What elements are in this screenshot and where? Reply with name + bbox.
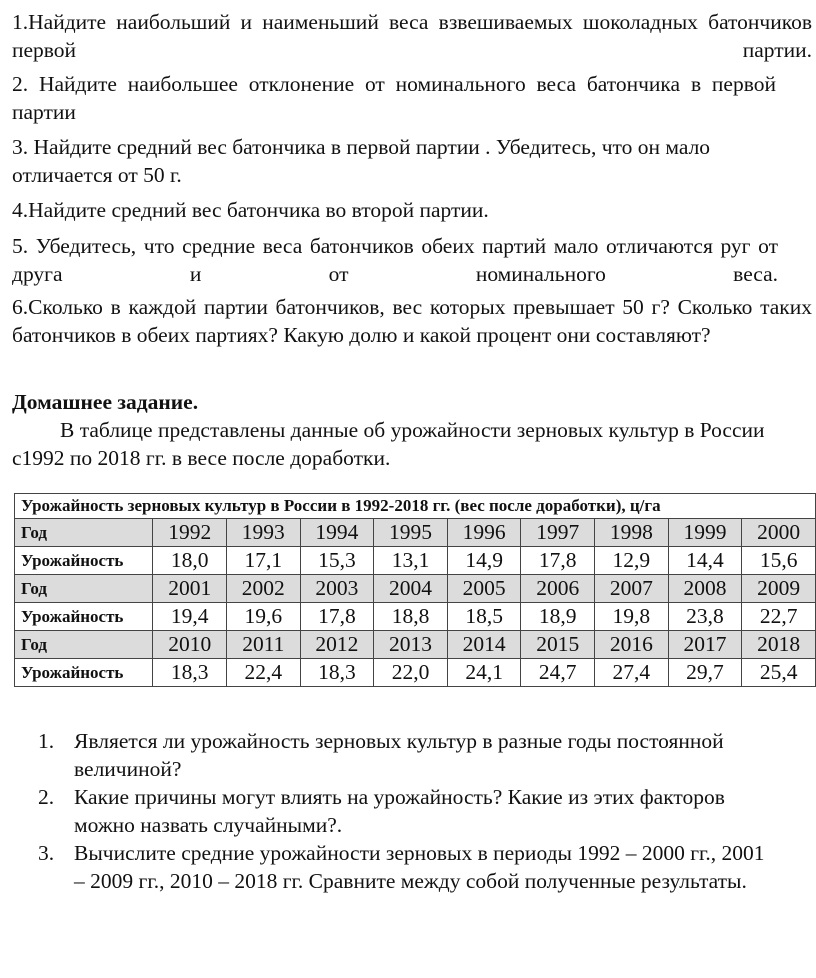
row-header-year: Год <box>15 519 153 547</box>
question-number: 1. <box>38 729 55 753</box>
year-row <box>15 631 816 659</box>
year-row <box>15 575 816 603</box>
year-cell: 1997 <box>521 519 595 547</box>
year-cell: 1993 <box>227 519 301 547</box>
task-6: 6.Сколько в каждой партии батончиков, вес которых превышает 50 г? Сколько таких батончиков в обеих партиях? Какую долю и какой процент они составляют? <box>12 295 812 347</box>
year-cell: 2016 <box>595 631 669 659</box>
yield-cell: 15,3 <box>300 547 374 575</box>
yield-cell: 23,8 <box>668 603 742 631</box>
year-cell: 2018 <box>742 631 816 659</box>
task-1: 1.Найдите наибольший и наименьший веса взвешиваемых шоколадных батончиков первой партии. <box>12 10 812 62</box>
year-cell: 2011 <box>227 631 301 659</box>
yield-cell: 29,7 <box>668 659 742 687</box>
yield-cell: 17,8 <box>300 603 374 631</box>
year-cell: 2017 <box>668 631 742 659</box>
row-header-year: Год <box>15 575 153 603</box>
yield-cell: 19,6 <box>227 603 301 631</box>
year-cell: 1996 <box>447 519 521 547</box>
yield-cell: 22,7 <box>742 603 816 631</box>
year-cell: 2001 <box>153 575 227 603</box>
row-header-year: Год <box>15 631 153 659</box>
task-2: 2. Найдите наибольшее отклонение от номинального веса батончика в первой партии <box>12 72 776 124</box>
yield-cell: 18,9 <box>521 603 595 631</box>
year-cell: 2014 <box>447 631 521 659</box>
year-cell: 2006 <box>521 575 595 603</box>
yield-cell: 22,4 <box>227 659 301 687</box>
question-text: Является ли урожайность зерновых культур в разные годы постоянной величиной? <box>74 729 724 781</box>
homework-heading: Домашнее задание. <box>12 390 199 414</box>
yield-cell: 24,1 <box>447 659 521 687</box>
year-cell: 2004 <box>374 575 448 603</box>
yield-cell: 18,8 <box>374 603 448 631</box>
year-cell: 2002 <box>227 575 301 603</box>
row-header-yield: Урожайность <box>15 547 153 575</box>
year-cell: 2003 <box>300 575 374 603</box>
question-number: 2. <box>38 785 55 809</box>
year-cell: 1995 <box>374 519 448 547</box>
row-header-yield: Урожайность <box>15 603 153 631</box>
yield-cell: 22,0 <box>374 659 448 687</box>
yield-cell: 14,9 <box>447 547 521 575</box>
yield-cell: 19,4 <box>153 603 227 631</box>
yield-cell: 27,4 <box>595 659 669 687</box>
year-cell: 2010 <box>153 631 227 659</box>
yield-cell: 18,5 <box>447 603 521 631</box>
question-item <box>38 783 778 839</box>
task-3: 3. Найдите средний вес батончика в первой партии . Убедитесь, что он мало отличается от 50 г. <box>12 135 711 187</box>
yield-cell: 19,8 <box>595 603 669 631</box>
homework-intro: В таблице представлены данные об урожайности зерновых культур в России с1992 по 2018 гг. в весе после доработки. <box>12 418 765 470</box>
year-cell: 2000 <box>742 519 816 547</box>
yield-row <box>15 603 816 631</box>
yield-table <box>14 493 816 687</box>
question-item <box>38 727 778 783</box>
year-cell: 1999 <box>668 519 742 547</box>
yield-row <box>15 547 816 575</box>
year-cell: 1998 <box>595 519 669 547</box>
year-cell: 2009 <box>742 575 816 603</box>
row-header-yield: Урожайность <box>15 659 153 687</box>
yield-cell: 15,6 <box>742 547 816 575</box>
yield-cell: 18,0 <box>153 547 227 575</box>
year-cell: 1994 <box>300 519 374 547</box>
question-number: 3. <box>38 841 55 865</box>
year-row <box>15 519 816 547</box>
question-text: Какие причины могут влиять на урожайность? Какие из этих факторов можно назвать случайными?. <box>74 785 725 837</box>
yield-cell: 24,7 <box>521 659 595 687</box>
question-list <box>38 727 778 895</box>
yield-cell: 18,3 <box>300 659 374 687</box>
year-cell: 2013 <box>374 631 448 659</box>
yield-cell: 14,4 <box>668 547 742 575</box>
yield-cell: 17,8 <box>521 547 595 575</box>
yield-cell: 13,1 <box>374 547 448 575</box>
year-cell: 2012 <box>300 631 374 659</box>
table-caption: Урожайность зерновых культур в России в 1992-2018 гг. (вес после доработки), ц/га <box>15 494 816 519</box>
task-4: 4.Найдите средний вес батончика во второй партии. <box>12 198 489 222</box>
question-text: Вычислите средние урожайности зерновых в периоды 1992 – 2000 гг., 2001 – 2009 гг., 2010 – 2018 гг. Сравните между собой полученные результаты. <box>74 841 765 893</box>
question-item <box>38 839 778 895</box>
year-cell: 2007 <box>595 575 669 603</box>
yield-cell: 12,9 <box>595 547 669 575</box>
year-cell: 2015 <box>521 631 595 659</box>
year-cell: 2008 <box>668 575 742 603</box>
yield-cell: 18,3 <box>153 659 227 687</box>
year-cell: 1992 <box>153 519 227 547</box>
yield-cell: 17,1 <box>227 547 301 575</box>
yield-row <box>15 659 816 687</box>
yield-cell: 25,4 <box>742 659 816 687</box>
task-5: 5. Убедитесь, что средние веса батончиков обеих партий мало отличаются руг от друга и от номинального веса. <box>12 234 778 286</box>
year-cell: 2005 <box>447 575 521 603</box>
